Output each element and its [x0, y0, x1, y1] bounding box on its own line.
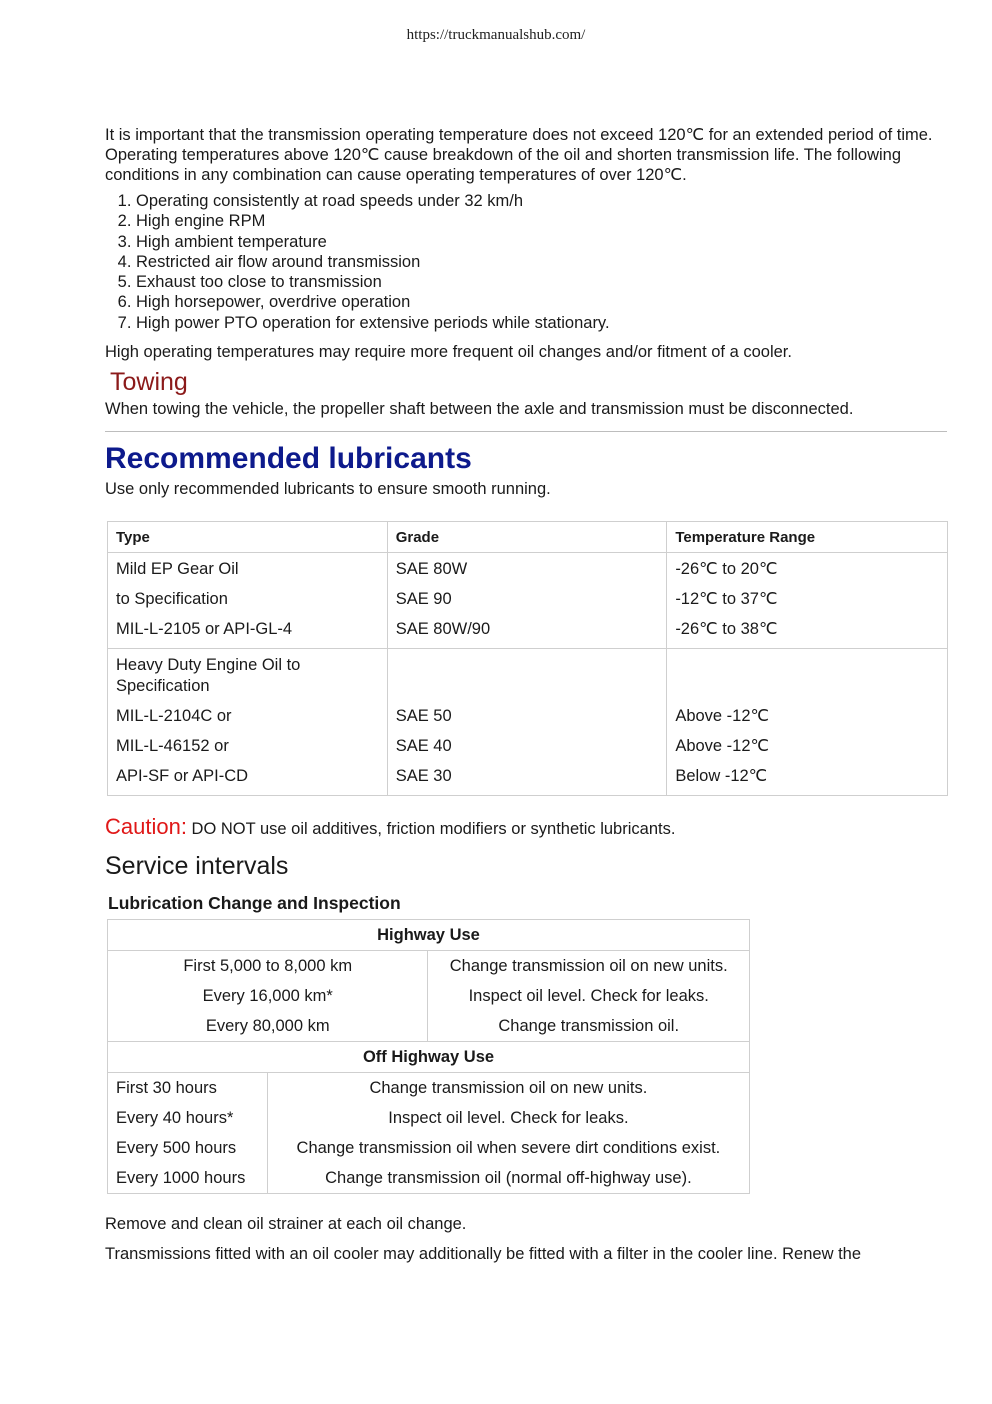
type-cell — [108, 553, 388, 649]
temperature-cell — [667, 553, 948, 649]
column-header-temperature: Temperature Range — [667, 522, 948, 553]
cell-line: Inspect oil level. Check for leaks. — [388, 1109, 629, 1128]
cell-line: SAE 40 — [395, 737, 452, 756]
cell-line: Change transmission oil. — [498, 1017, 680, 1036]
towing-heading: Towing — [110, 368, 188, 397]
cell-spacer — [675, 655, 939, 697]
document-body — [105, 125, 947, 1264]
condition-item: 2. High engine RPM — [136, 211, 947, 231]
cell-line: MIL-L-46152 or — [116, 737, 229, 756]
table-row — [108, 951, 750, 1042]
cell-line: MIL-L-2104C or — [116, 707, 232, 726]
lubricants-table — [107, 521, 948, 796]
caution-label: Caution: — [105, 814, 187, 840]
cell-line: -26℃ to 38℃ — [675, 620, 778, 639]
cell-line: -26℃ to 20℃ — [675, 560, 778, 579]
cell-line: Above -12℃ — [675, 737, 770, 756]
condition-item: 3. High ambient temperature — [136, 232, 947, 252]
cell-line: Change transmission oil on new units. — [449, 957, 728, 976]
interval-cell — [108, 1073, 268, 1194]
cell-line: First 30 hours — [116, 1079, 217, 1098]
cell-line: SAE 30 — [395, 767, 452, 786]
cell-line: SAE 80W — [395, 560, 468, 579]
towing-text: When towing the vehicle, the propeller shaft between the axle and transmission must be disconnected. — [105, 400, 854, 419]
cell-line: First 5,000 to 8,000 km — [183, 957, 353, 976]
condition-item: 7. High power PTO operation for extensive periods while stationary. — [136, 313, 947, 333]
caution-note — [105, 814, 947, 842]
cell-line: Below -12℃ — [675, 767, 768, 786]
temperature-cell — [667, 649, 948, 796]
table-section-row — [108, 1042, 750, 1073]
source-url[interactable]: https://truckmanualshub.com/ — [406, 27, 586, 43]
cell-line: Heavy Duty Engine Oil to Specification — [116, 656, 301, 696]
cell-line: MIL-L-2105 or API-GL-4 — [116, 620, 293, 639]
condition-item: 4. Restricted air flow around transmission — [136, 252, 947, 272]
column-header-type: Type — [108, 522, 388, 553]
cell-line: SAE 50 — [395, 707, 452, 726]
action-cell — [267, 1073, 749, 1194]
table-row — [108, 649, 948, 796]
type-cell — [108, 649, 388, 796]
cell-line: Every 80,000 km — [205, 1017, 330, 1036]
service-subheading: Lubrication Change and Inspection — [108, 893, 401, 914]
section-divider — [105, 431, 947, 432]
cell-line: Every 1000 hours — [116, 1169, 246, 1188]
service-table — [107, 919, 750, 1194]
condition-item: 5. Exhaust too close to transmission — [136, 272, 947, 292]
service-heading: Service intervals — [105, 852, 289, 881]
caution-text: DO NOT use oil additives, friction modifiers or synthetic lubricants. — [191, 820, 676, 839]
cell-line: Mild EP Gear Oil — [116, 560, 239, 579]
table-row — [108, 1073, 750, 1194]
interval-cell — [108, 951, 428, 1042]
cell-line: to Specification — [116, 590, 228, 609]
cell-line: Above -12℃ — [675, 707, 770, 726]
conditions-list — [105, 191, 947, 333]
condition-item: 6. High horsepower, overdrive operation — [136, 292, 947, 312]
table-section-row — [108, 920, 750, 951]
lubricants-intro: Use only recommended lubricants to ensure smooth running. — [105, 480, 551, 499]
high-temp-note: High operating temperatures may require more frequent oil changes and/or fitment of a cooler. — [105, 343, 792, 362]
highway-title: Highway Use — [108, 920, 750, 951]
cell-line: SAE 90 — [395, 590, 452, 609]
strainer-note: Remove and clean oil strainer at each oil change. — [105, 1215, 467, 1234]
cell-line: Inspect oil level. Check for leaks. — [468, 987, 709, 1006]
cell-spacer — [396, 655, 659, 697]
table-row — [108, 553, 948, 649]
cell-line: Every 16,000 km* — [202, 987, 333, 1006]
lubricants-heading: Recommended lubricants — [105, 442, 472, 476]
cell-line: Change transmission oil on new units. — [369, 1079, 648, 1098]
cell-line: Every 40 hours* — [116, 1109, 234, 1128]
offhighway-title: Off Highway Use — [108, 1042, 750, 1073]
action-cell — [428, 951, 750, 1042]
cell-line: API-SF or API-CD — [116, 767, 249, 786]
column-header-grade: Grade — [387, 522, 667, 553]
table-header-row — [108, 522, 948, 553]
cell-line: Change transmission oil when severe dirt conditions exist. — [296, 1139, 721, 1158]
cell-line: Change transmission oil (normal off-highway use). — [325, 1169, 692, 1188]
condition-item: 1. Operating consistently at road speeds under 32 km/h — [136, 191, 947, 211]
cooler-note: Transmissions fitted with an oil cooler may additionally be fitted with a filter in the cooler line. Renew the — [105, 1245, 862, 1264]
cell-line: Every 500 hours — [116, 1139, 237, 1158]
cell-line: SAE 80W/90 — [395, 620, 491, 639]
cell-line: -12℃ to 37℃ — [675, 590, 778, 609]
grade-cell — [387, 553, 667, 649]
intro-paragraph: It is important that the transmission operating temperature does not exceed 120℃ for an extended period of time. Operating temperatures above 120℃ cause breakdown of the oil and shorten transmission life. The following conditions in any combination can cause operating temperatures of over 120℃. — [105, 126, 933, 184]
grade-cell — [387, 649, 667, 796]
